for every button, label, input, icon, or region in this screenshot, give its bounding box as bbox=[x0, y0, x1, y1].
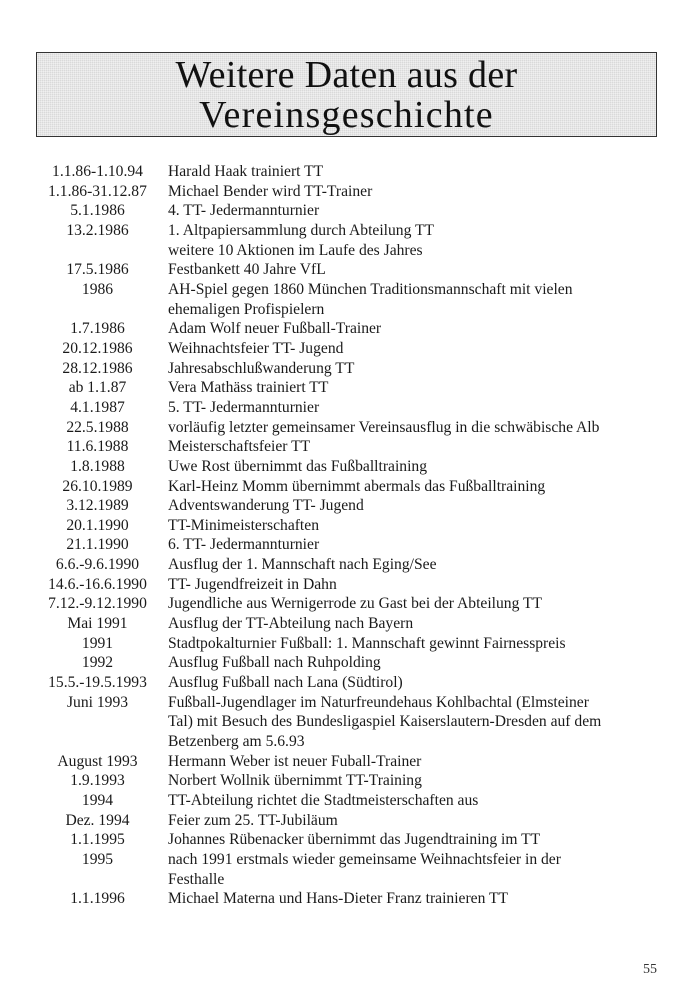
entry-date: 6.6.-9.6.1990 bbox=[55, 556, 140, 574]
entry-text bbox=[168, 614, 663, 634]
chronology-entry bbox=[30, 418, 670, 438]
entry-date: 3.12.1989 bbox=[66, 497, 129, 515]
chronology-entry bbox=[30, 319, 670, 339]
entry-text-line: Vera Mathäss trainiert TT bbox=[168, 379, 329, 397]
entry-text-line: Festhalle bbox=[168, 870, 225, 888]
entry-text-line: Uwe Rost übernimmt das Fußballtraining bbox=[168, 457, 428, 475]
entry-text-line: AH-Spiel gegen 1860 München Traditionsmannschaft mit vielen bbox=[168, 280, 573, 298]
entry-text bbox=[168, 437, 663, 457]
entry-date: 1.8.1988 bbox=[70, 457, 125, 475]
title-line-2: Vereinsgeschichte bbox=[199, 94, 494, 136]
entry-text-line: TT- Jugendfreizeit in Dahn bbox=[168, 575, 337, 593]
entry-date: 1.7.1986 bbox=[70, 320, 125, 338]
title-box bbox=[36, 52, 657, 137]
entry-text-line: Ausflug Fußball nach Ruhpolding bbox=[168, 654, 381, 672]
entry-date: 1.1.86-31.12.87 bbox=[48, 182, 147, 200]
entry-date: 22.5.1988 bbox=[66, 418, 129, 436]
entry-text bbox=[168, 653, 663, 673]
chronology-entry bbox=[30, 653, 670, 673]
entry-text bbox=[168, 516, 663, 536]
entry-text bbox=[168, 162, 663, 182]
chronology-entry bbox=[30, 830, 670, 850]
entry-date: 1991 bbox=[81, 634, 114, 652]
entry-text-line: Ausflug Fußball nach Lana (Südtirol) bbox=[168, 674, 403, 692]
chronology-list bbox=[30, 162, 670, 909]
entry-text-line: Betzenberg am 5.6.93 bbox=[168, 733, 305, 751]
entry-text-line: Festbankett 40 Jahre VfL bbox=[168, 261, 326, 279]
chronology-entry bbox=[30, 634, 670, 654]
entry-text-line: Fußball-Jugendlager im Naturfreundehaus Kohlbachtal (Elmsteiner bbox=[168, 693, 589, 711]
entry-text-line: 1. Altpapiersammlung durch Abteilung TT bbox=[168, 221, 435, 239]
entry-text-line: Stadtpokalturnier Fußball: 1. Mannschaft gewinnt Fairnesspreis bbox=[168, 634, 566, 652]
entry-date: Mai 1991 bbox=[67, 615, 128, 633]
entry-text bbox=[168, 791, 663, 811]
entry-text-line: Harald Haak trainiert TT bbox=[168, 163, 324, 180]
entry-text bbox=[168, 457, 663, 477]
entry-text bbox=[168, 260, 663, 280]
entry-date: August 1993 bbox=[57, 752, 138, 770]
chronology-entry bbox=[30, 359, 670, 379]
entry-text-line: 6. TT- Jedermannturnier bbox=[168, 536, 320, 554]
entry-text-line: weitere 10 Aktionen im Laufe des Jahres bbox=[168, 241, 423, 259]
entry-date: 1994 bbox=[81, 792, 114, 809]
chronology-entry bbox=[30, 673, 670, 693]
entry-text-line: Hermann Weber ist neuer Fuball-Trainer bbox=[168, 752, 422, 770]
chronology-entry bbox=[30, 516, 670, 536]
entry-text-line: Feier zum 25. TT-Jubiläum bbox=[168, 811, 338, 829]
entry-text-line: 5. TT- Jedermannturnier bbox=[168, 398, 320, 416]
entry-text bbox=[168, 771, 663, 791]
entry-date: 4.1.1987 bbox=[70, 398, 125, 416]
entry-text-line: Adam Wolf neuer Fußball-Trainer bbox=[168, 320, 382, 338]
chronology-entry bbox=[30, 614, 670, 634]
entry-text-line: nach 1991 erstmals wieder gemeinsame Weihnachtsfeier in der bbox=[168, 850, 561, 868]
entry-text-line: Norbert Wollnik übernimmt TT-Training bbox=[168, 772, 422, 790]
chronology-entry bbox=[30, 811, 670, 831]
entry-text bbox=[168, 752, 663, 772]
entry-date: 1.1.1996 bbox=[70, 890, 125, 908]
entry-text bbox=[168, 634, 663, 654]
chronology-entry bbox=[30, 162, 670, 182]
entry-text-line: Ausflug der TT-Abteilung nach Bayern bbox=[168, 615, 414, 633]
entry-text-line: TT-Abteilung richtet die Stadtmeisterschaften aus bbox=[168, 792, 479, 809]
entry-date: 28.12.1986 bbox=[62, 359, 133, 377]
entry-text-line: Tal) mit Besuch des Bundesligaspiel Kaiserslautern-Dresden auf dem bbox=[168, 713, 602, 731]
entry-date: 7.12.-9.12.1990 bbox=[48, 595, 147, 613]
entry-text bbox=[168, 477, 663, 497]
entry-text bbox=[168, 811, 663, 831]
chronology-entry bbox=[30, 260, 670, 280]
chronology-entry bbox=[30, 182, 670, 202]
entry-date: 20.1.1990 bbox=[66, 516, 129, 534]
entry-text bbox=[168, 889, 663, 909]
chronology-entry bbox=[30, 889, 670, 909]
entry-text-line: Jahresabschlußwanderung TT bbox=[168, 359, 355, 377]
entry-date: 1986 bbox=[81, 280, 114, 298]
entry-date: Juni 1993 bbox=[66, 693, 129, 711]
entry-date: 1.1.1995 bbox=[70, 831, 125, 849]
entry-text bbox=[168, 673, 663, 693]
entry-text bbox=[168, 535, 663, 555]
entry-text-line: Meisterschaftsfeier TT bbox=[168, 438, 311, 456]
entry-date: 15.5.-19.5.1993 bbox=[48, 674, 147, 692]
entry-text bbox=[168, 830, 663, 850]
page-number: 55 bbox=[643, 962, 657, 977]
entry-text-line: Weihnachtsfeier TT- Jugend bbox=[168, 339, 344, 357]
chronology-entry bbox=[30, 693, 670, 752]
entry-date: 14.6.-16.6.1990 bbox=[48, 575, 147, 593]
entry-text-line: Michael Bender wird TT-Trainer bbox=[168, 182, 373, 200]
chronology-entry bbox=[30, 535, 670, 555]
chronology-entry bbox=[30, 771, 670, 791]
entry-text bbox=[168, 496, 663, 516]
entry-date: 1.1.86-1.10.94 bbox=[52, 163, 143, 180]
entry-text bbox=[168, 418, 663, 438]
chronology-entry bbox=[30, 555, 670, 575]
entry-text-line: Johannes Rübenacker übernimmt das Jugendtraining im TT bbox=[168, 831, 541, 849]
entry-text-line: Ausflug der 1. Mannschaft nach Eging/See bbox=[168, 556, 437, 574]
entry-date: 20.12.1986 bbox=[62, 339, 133, 357]
entry-text-line: Karl-Heinz Momm übernimmt abermals das Fußballtraining bbox=[168, 477, 546, 495]
entry-date: 5.1.1986 bbox=[70, 202, 125, 220]
entry-text-line: vorläufig letzter gemeinsamer Vereinsausflug in die schwäbische Alb bbox=[168, 418, 600, 436]
entry-text bbox=[168, 339, 663, 359]
entry-date: 1992 bbox=[81, 654, 114, 672]
entry-text-line: ehemaligen Profispielern bbox=[168, 300, 325, 318]
entry-date: 26.10.1989 bbox=[62, 477, 133, 495]
entry-text bbox=[168, 221, 663, 260]
entry-text bbox=[168, 398, 663, 418]
entry-date: ab 1.1.87 bbox=[68, 379, 127, 397]
chronology-entry bbox=[30, 594, 670, 614]
entry-text bbox=[168, 693, 663, 752]
entry-text-line: Adventswanderung TT- Jugend bbox=[168, 497, 364, 515]
chronology-entry bbox=[30, 437, 670, 457]
chronology-entry bbox=[30, 477, 670, 497]
entry-text bbox=[168, 575, 663, 595]
entry-date: 17.5.1986 bbox=[66, 261, 129, 279]
entry-text-line: 4. TT- Jedermannturnier bbox=[168, 202, 320, 220]
chronology-entry bbox=[30, 752, 670, 772]
title-line-1: Weitere Daten aus der bbox=[175, 54, 518, 96]
entry-text bbox=[168, 182, 663, 202]
entry-date: 13.2.1986 bbox=[66, 221, 129, 239]
chronology-entry bbox=[30, 221, 670, 260]
chronology-entry bbox=[30, 339, 670, 359]
chronology-entry bbox=[30, 457, 670, 477]
chronology-entry bbox=[30, 496, 670, 516]
entry-text bbox=[168, 201, 663, 221]
entry-date: Dez. 1994 bbox=[65, 811, 130, 829]
entry-text-line: Jugendliche aus Wernigerrode zu Gast bei der Abteilung TT bbox=[168, 595, 543, 613]
entry-text bbox=[168, 280, 663, 319]
entry-text bbox=[168, 319, 663, 339]
entry-text-line: TT-Minimeisterschaften bbox=[168, 516, 319, 534]
entry-date: 1.9.1993 bbox=[70, 772, 125, 790]
entry-text bbox=[168, 378, 663, 398]
chronology-entry bbox=[30, 791, 670, 811]
entry-text bbox=[168, 850, 663, 889]
entry-date: 21.1.1990 bbox=[66, 536, 129, 554]
entry-date: 11.6.1988 bbox=[66, 438, 129, 456]
chronology-entry bbox=[30, 575, 670, 595]
chronology-entry bbox=[30, 850, 670, 889]
entry-date: 1995 bbox=[81, 850, 114, 868]
entry-text bbox=[168, 359, 663, 379]
chronology-entry bbox=[30, 201, 670, 221]
chronology-entry bbox=[30, 378, 670, 398]
entry-text-line: Michael Materna und Hans-Dieter Franz trainieren TT bbox=[168, 890, 509, 908]
chronology-entry bbox=[30, 280, 670, 319]
chronology-entry bbox=[30, 398, 670, 418]
entry-text bbox=[168, 555, 663, 575]
entry-text bbox=[168, 594, 663, 614]
